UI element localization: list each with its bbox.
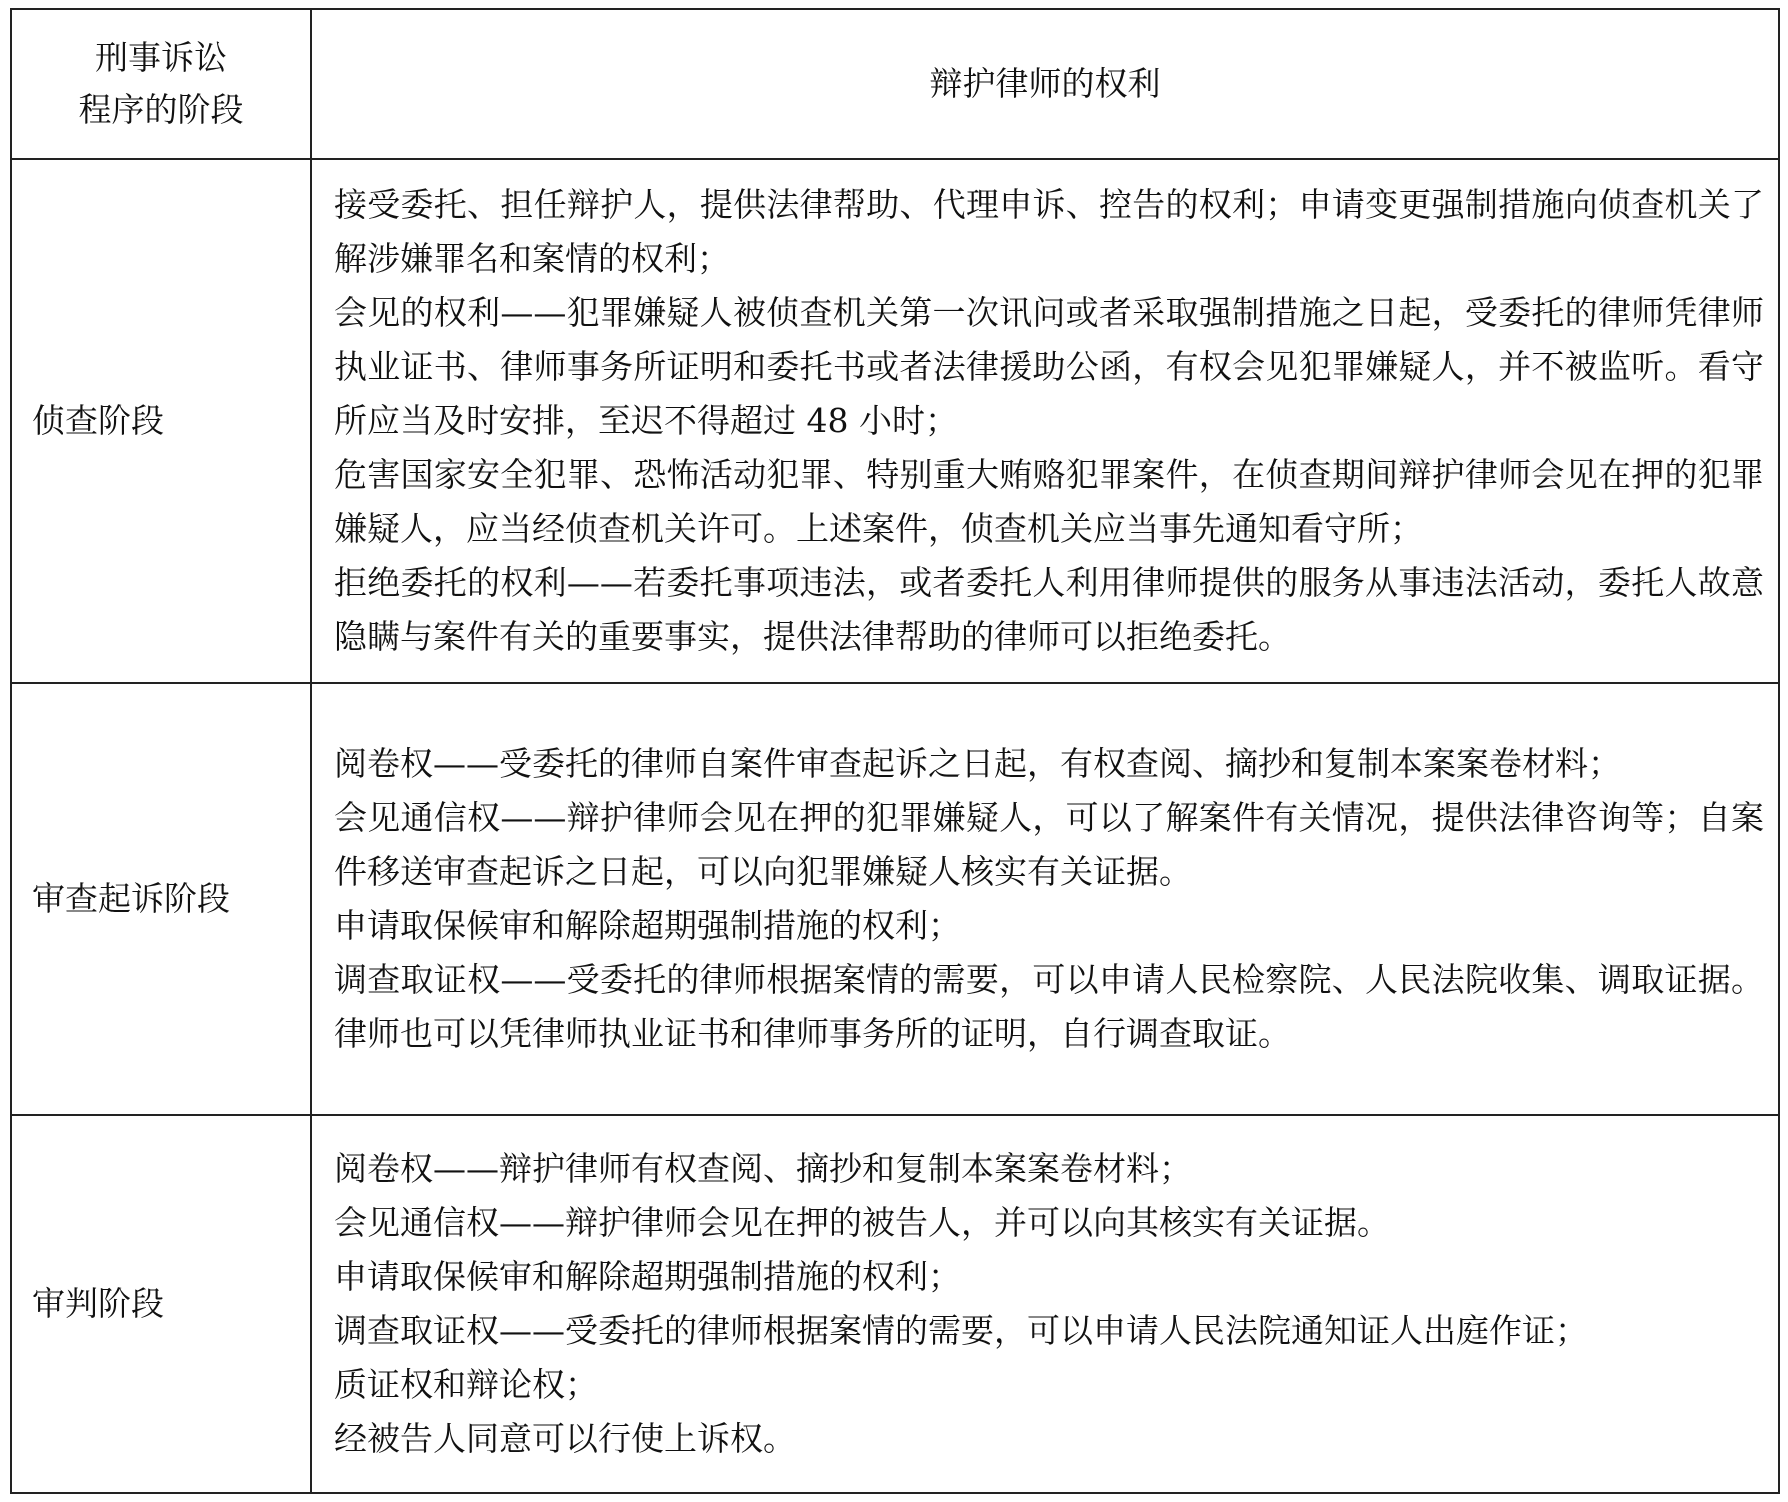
rights-table — [10, 8, 1780, 1494]
rights-cell — [311, 683, 1779, 1115]
rights-paragraph: 阅卷权——受委托的律师自案件审查起诉之日起，有权查阅、摘抄和复制本案案卷材料； — [334, 744, 1621, 783]
rights-paragraph: 调查取证权——受委托的律师根据案情的需要，可以申请人民检察院、人民法院收集、调取证据。律师也可以凭律师执业证书和律师事务所的证明，自行调查取证。 — [334, 960, 1764, 1053]
rights-paragraph: 拒绝委托的权利——若委托事项违法，或者委托人利用律师提供的服务从事违法活动，委托人故意隐瞒与案件有关的重要事实，提供法律帮助的律师可以拒绝委托。 — [334, 563, 1764, 656]
rights-paragraph: 质证权和辩论权； — [334, 1365, 598, 1404]
rights-paragraph: 会见通信权——辩护律师会见在押的犯罪嫌疑人，可以了解案件有关情况，提供法律咨询等；自案件移送审查起诉之日起，可以向犯罪嫌疑人核实有关证据。 — [334, 798, 1764, 891]
header-stage-cell — [11, 9, 311, 159]
rights-paragraph: 阅卷权——辩护律师有权查阅、摘抄和复制本案案卷材料； — [334, 1149, 1192, 1188]
rights-paragraph: 调查取证权——受委托的律师根据案情的需要，可以申请人民法院通知证人出庭作证； — [334, 1311, 1588, 1350]
rights-paragraph: 会见通信权——辩护律师会见在押的被告人，并可以向其核实有关证据。 — [334, 1203, 1390, 1242]
table-row — [11, 1115, 1779, 1493]
rights-paragraph: 接受委托、担任辩护人，提供法律帮助、代理申诉、控告的权利；申请变更强制措施向侦查机关了解涉嫌罪名和案情的权利； — [334, 185, 1764, 278]
rights-paragraph: 会见的权利——犯罪嫌疑人被侦查机关第一次讯问或者采取强制措施之日起，受委托的律师凭律师执业证书、律师事务所证明和委托书或者法律援助公函，有权会见犯罪嫌疑人，并不被监听。看守所应当及时安排，至迟不得超过 48 小时； — [334, 293, 1764, 440]
rights-paragraph: 申请取保候审和解除超期强制措施的权利； — [334, 1257, 961, 1296]
stage-cell: 审查起诉阶段 — [11, 683, 311, 1115]
header-stage-line2: 程序的阶段 — [78, 90, 244, 129]
rights-paragraph: 经被告人同意可以行使上诉权。 — [334, 1419, 796, 1458]
header-rights-cell — [311, 9, 1779, 159]
header-rights-label: 辩护律师的权利 — [929, 64, 1161, 103]
rights-cell — [311, 1115, 1779, 1493]
rights-paragraph: 申请取保候审和解除超期强制措施的权利； — [334, 906, 961, 945]
table-row — [11, 683, 1779, 1115]
table-header-row — [11, 9, 1779, 159]
stage-cell: 审判阶段 — [11, 1115, 311, 1493]
rights-cell — [311, 159, 1779, 683]
header-stage-line1: 刑事诉讼 — [95, 38, 227, 77]
table-row — [11, 159, 1779, 683]
stage-cell: 侦查阶段 — [11, 159, 311, 683]
rights-paragraph: 危害国家安全犯罪、恐怖活动犯罪、特别重大贿赂犯罪案件，在侦查期间辩护律师会见在押的犯罪嫌疑人，应当经侦查机关许可。上述案件，侦查机关应当事先通知看守所； — [334, 455, 1764, 548]
